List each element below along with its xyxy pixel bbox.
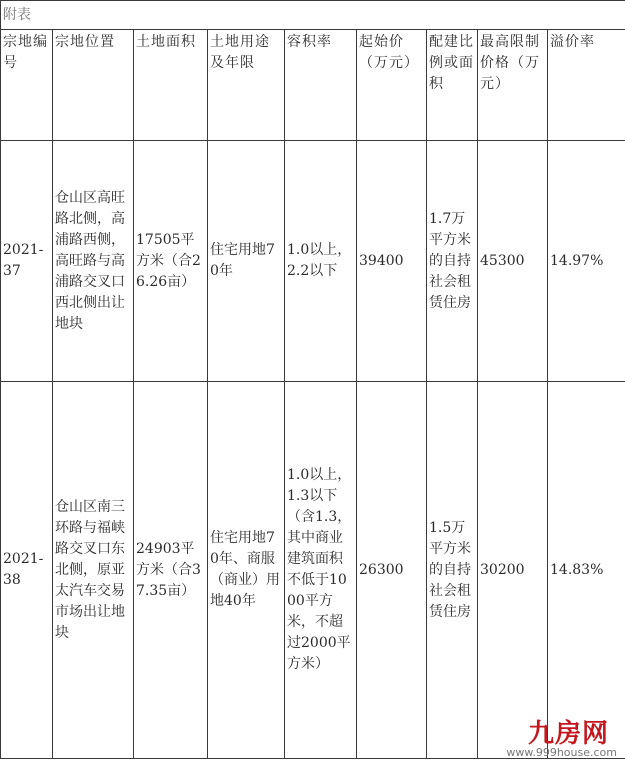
cell-location: 仓山区南三环路与福峡路交叉口东北侧，原亚太汽车交易市场出让地块: [53, 382, 134, 759]
header-parcel-no: 宗地编号: [1, 30, 53, 141]
header-area: 土地面积: [134, 30, 208, 141]
cell-use-term: 住宅用地70年: [208, 141, 285, 382]
cell-area: 17505平方米（合26.26亩）: [134, 141, 208, 382]
watermark-site: www.999house.com: [506, 746, 617, 759]
header-location: 宗地位置: [53, 30, 134, 141]
header-allocation: 配建比例或面积: [427, 30, 478, 141]
header-row: [1, 30, 625, 141]
cell-location: 仓山区高旺路北侧，高浦路西侧，高旺路与高浦路交叉口西北侧出让地块: [53, 141, 134, 382]
cell-allocation: 1.5万平方米的自持社会租赁住房: [427, 382, 478, 759]
cell-area: 24903平方米（合37.35亩）: [134, 382, 208, 759]
cell-parcel-no: 2021-37: [1, 141, 53, 382]
header-premium: 溢价率: [548, 30, 625, 141]
table-caption: 附表: [1, 1, 625, 30]
table-row: [1, 382, 625, 759]
header-far: 容积率: [285, 30, 357, 141]
cell-use-term: 住宅用地70年、商服（商业）用地40年: [208, 382, 285, 759]
header-max-price: 最高限制价格（万元）: [478, 30, 548, 141]
cell-far: 1.0以上，1.3以下（含1.3，其中商业建筑面积不低于1000平方米，不超过2000平方米）: [285, 382, 357, 759]
cell-max-price: 45300: [478, 141, 548, 382]
table-row: [1, 141, 625, 382]
cell-premium: 14.97%: [548, 141, 625, 382]
watermark-logo: [503, 713, 619, 759]
header-use-term: 土地用途及年限: [208, 30, 285, 141]
caption-row: [1, 1, 625, 30]
cell-parcel-no: 2021-38: [1, 382, 53, 759]
cell-allocation: 1.7万平方米的自持社会租赁住房: [427, 141, 478, 382]
watermark-logo-text: 九房网: [527, 719, 609, 749]
cell-start-price: 39400: [357, 141, 427, 382]
cell-max-price: 30200: [478, 382, 548, 759]
cell-premium: 14.83%: [548, 382, 625, 759]
cell-far: 1.0以上，2.2以下: [285, 141, 357, 382]
cell-start-price: 26300: [357, 382, 427, 759]
header-start-price: 起始价（万元）: [357, 30, 427, 141]
